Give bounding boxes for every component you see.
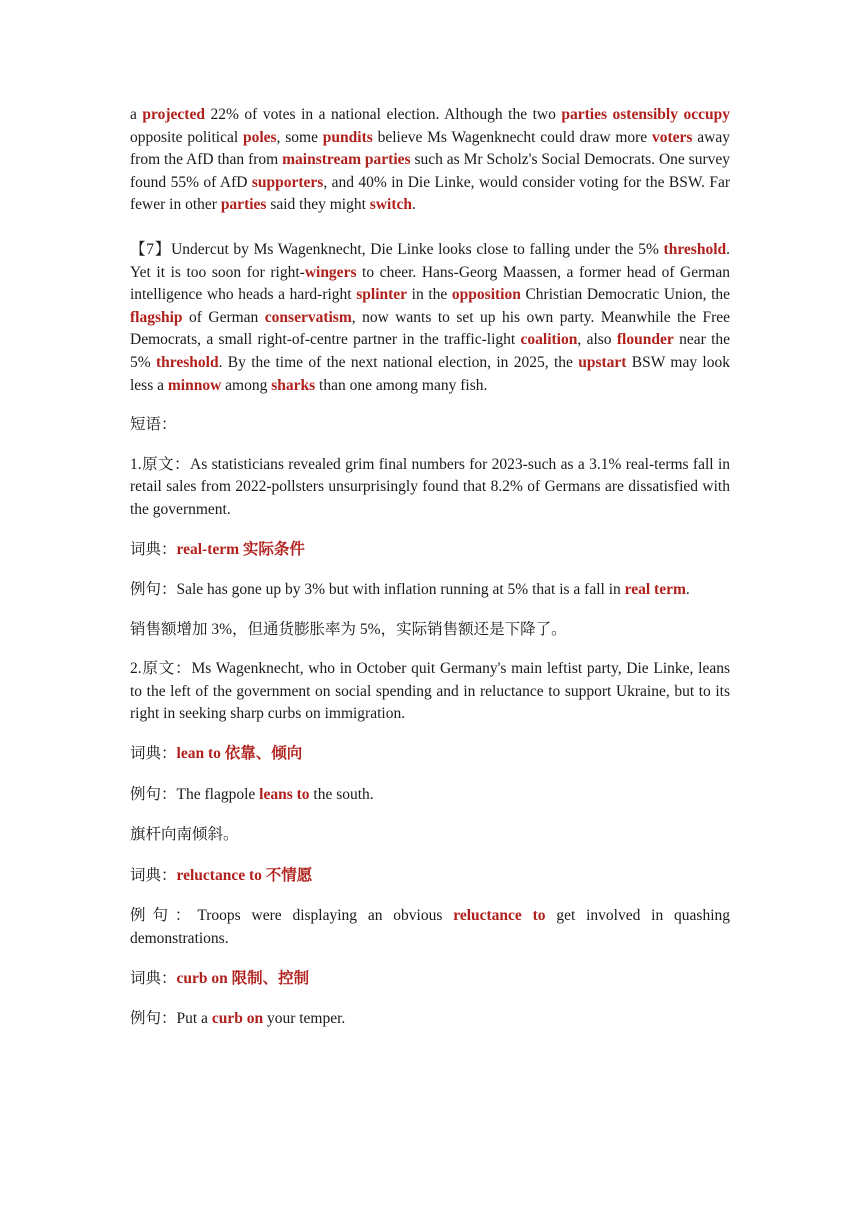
phrase-1-dictionary xyxy=(130,539,730,562)
keyword-highlight: poles xyxy=(242,128,277,146)
keyword-highlight: flounder xyxy=(616,331,674,349)
keyword-highlight: curb on xyxy=(211,1010,264,1028)
phrases-heading: 短语： xyxy=(130,416,177,434)
keyword-highlight: voters xyxy=(652,128,693,146)
text-run: your temper. xyxy=(263,1010,346,1028)
text-run: a xyxy=(130,106,143,123)
text-run: 【7】Undercut by Ms Wagenknecht, Die Linke looks close to falling under the 5% xyxy=(130,240,664,258)
phrase-1-example xyxy=(130,579,730,602)
text-run: said they might xyxy=(266,196,370,214)
text-run: get involved in quashing demonstrations. xyxy=(130,907,731,948)
phrase-4-example xyxy=(130,1008,730,1031)
phrase-4-dictionary xyxy=(130,968,730,991)
text-run: 旗杆向南倾斜。 xyxy=(130,826,239,844)
keyword-highlight: threshold xyxy=(663,240,727,258)
keyword-highlight: real-term 实际条件 xyxy=(176,540,305,558)
text-run: , and 40% in Die Linke, would consider voting for the BSW. Far fewer in other xyxy=(130,173,730,214)
keyword-highlight: real term xyxy=(624,581,686,599)
text-run: BSW may look less a xyxy=(130,353,730,394)
keyword-highlight: reluctance to xyxy=(453,907,546,925)
text-run: Christian Democratic Union, the xyxy=(520,286,731,304)
keyword-highlight: minnow xyxy=(167,376,222,394)
text-run: 词典： xyxy=(130,969,177,987)
paragraph-6-continued xyxy=(130,104,730,217)
text-run: 词典： xyxy=(130,866,177,884)
keyword-highlight: switch xyxy=(369,196,412,214)
keyword-highlight: opposition xyxy=(451,286,521,304)
text-run: near the 5% xyxy=(130,331,731,371)
text-run: 例句：Sale has gone up by 3% but with inflation running at 5% that is a fall in xyxy=(130,581,625,599)
keyword-highlight: coalition xyxy=(520,331,578,349)
text-run: 例句：Troops were displaying an obvious xyxy=(130,907,454,925)
text-run: opposite political xyxy=(130,128,243,146)
keyword-highlight: sharks xyxy=(271,376,316,394)
keyword-highlight: splinter xyxy=(356,286,408,304)
keyword-highlight: pundits xyxy=(322,128,373,146)
text-run: . xyxy=(685,581,690,599)
text-run: 2.原文：Ms Wagenknecht, who in October quit Germany's main leftist party, Die Linke, leans to the left of the government on social spending and in reluctance to support Ukraine, but to its right in seeking sharp curbs on immigration. xyxy=(130,660,730,723)
text-run: 22% of votes in a national election. Although the two xyxy=(204,106,562,123)
keyword-highlight: threshold xyxy=(156,353,219,371)
phrase-2-example xyxy=(130,784,730,807)
keyword-highlight: reluctance to 不情愿 xyxy=(176,866,313,884)
text-run: . By the time of the next national election, in 2025, the xyxy=(218,353,579,371)
text-run: than one among many fish. xyxy=(315,376,488,394)
text-run: 词典： xyxy=(130,745,177,763)
text-run: away from the AfD than from xyxy=(130,128,730,169)
text-run: , some xyxy=(276,128,323,146)
keyword-highlight: lean to 依靠、倾向 xyxy=(176,745,303,763)
keyword-highlight: projected xyxy=(142,106,205,123)
text-run: 1.原文：As statisticians revealed grim final numbers for 2023-such as a 3.1% real-terms fall in retail sales from 2022-pollsters unsurprisingly found that 8.2% of Germans are dissatisfied with the government. xyxy=(130,455,730,518)
text-run: , now wants to set up his own party. Meanwhile the Free Democrats, a small right-of-centre partner in the traffic-light xyxy=(130,308,730,349)
text-run: to cheer. Hans-Georg Maassen, a former head of German intelligence who heads a hard-right xyxy=(130,263,730,304)
text-run: . Yet it is too soon for right- xyxy=(130,240,730,281)
text-run: . xyxy=(411,196,416,214)
keyword-highlight: mainstream parties xyxy=(282,151,411,169)
phrase-1-translation xyxy=(130,619,730,642)
keyword-highlight: upstart xyxy=(578,353,627,371)
phrase-1-original xyxy=(130,454,730,522)
phrase-3-dictionary xyxy=(130,865,730,888)
text-run: in the xyxy=(407,286,452,304)
text-run: such as Mr Scholz's Social Democrats. One survey found 55% of AfD xyxy=(130,151,730,191)
text-run: believe Ms Wagenknecht could draw more xyxy=(372,128,653,146)
text-run: among xyxy=(221,376,272,394)
text-run: 销售额增加 3%，但通货膨胀率为 5%，实际销售额还是下降了。 xyxy=(130,620,567,638)
keyword-highlight: conservatism xyxy=(264,308,352,326)
keyword-highlight: parties ostensibly occupy xyxy=(561,106,730,123)
paragraph-7 xyxy=(130,239,730,397)
text-run: 例句：The flagpole xyxy=(130,785,260,803)
text-run: 词典： xyxy=(130,540,177,558)
keyword-highlight: flagship xyxy=(130,308,183,326)
keyword-highlight: curb on 限制、控制 xyxy=(176,969,310,987)
phrase-2-dictionary xyxy=(130,743,730,766)
keyword-highlight: parties xyxy=(220,196,267,214)
keyword-highlight: wingers xyxy=(304,263,357,281)
phrase-3-example xyxy=(130,905,730,950)
text-run: of German xyxy=(182,308,265,326)
phrase-2-translation xyxy=(130,824,730,847)
document-page xyxy=(130,104,730,1031)
text-run: , also xyxy=(577,331,617,349)
phrase-2-original xyxy=(130,658,730,726)
keyword-highlight: supporters xyxy=(251,173,324,191)
keyword-highlight: leans to xyxy=(259,785,310,803)
text-run: 例句：Put a xyxy=(130,1010,212,1028)
text-run: the south. xyxy=(309,785,374,803)
